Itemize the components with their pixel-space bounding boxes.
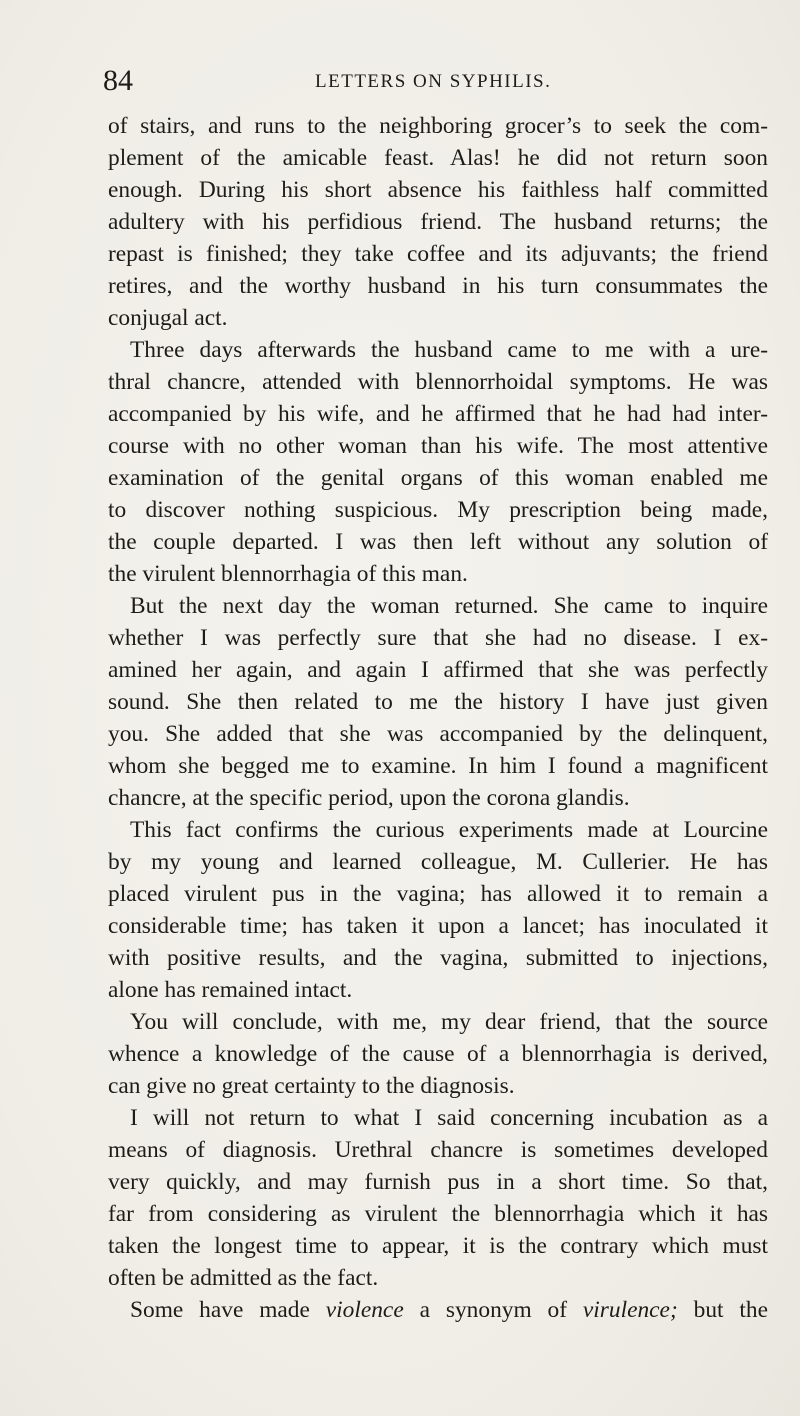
text-line-final (108, 1294, 768, 1326)
text-line: conjugal act. (108, 305, 228, 331)
body-text (108, 110, 768, 1326)
text-line: of stairs, and runs to the neighboring grocer’s to seek the com- (108, 113, 768, 139)
text-line: you. She added that she was accompanied by the delinquent, (108, 721, 768, 747)
text-line: But the next day the woman returned. She came to inquire (130, 593, 768, 619)
text-line: This fact confirms the curious experiments made at Lourcine (130, 817, 768, 843)
text-line: placed virulent pus in the vagina; has allowed it to remain a (108, 881, 768, 907)
text-line: whom she begged me to examine. In him I found a magnificent (108, 753, 768, 779)
text-line: examination of the genital organs of this woman enabled me (108, 465, 768, 491)
text-line: can give no great certainty to the diagnosis. (108, 1073, 515, 1099)
text-line: I will not return to what I said concerning incubation as a (130, 1105, 768, 1131)
text-line: with positive results, and the vagina, submitted to injections, (108, 945, 768, 971)
text-fragment: but the (677, 1297, 768, 1323)
text-line: thral chancre, attended with blennorrhoidal symptoms. He was (108, 369, 768, 395)
italic-word: violence (325, 1297, 404, 1323)
italic-word: virulence; (582, 1297, 678, 1323)
text-line: the virulent blennorrhagia of this man. (108, 561, 468, 587)
text-line: considerable time; has taken it upon a lancet; has inoculated it (108, 913, 768, 939)
text-line: whence a knowledge of the cause of a blennorrhagia is derived, (108, 1041, 768, 1067)
text-line: amined her again, and again I affirmed that she was perfectly (108, 657, 768, 683)
text-line: far from considering as virulent the blennorrhagia which it has (108, 1201, 768, 1227)
text-line: alone has remained intact. (108, 977, 353, 1003)
text-line: by my young and learned colleague, M. Cullerier. He has (108, 849, 768, 875)
running-head-title: LETTERS ON SYPHILIS. (315, 71, 552, 92)
text-line: enough. During his short absence his faithless half committed (108, 177, 768, 203)
text-line: plement of the amicable feast. Alas! he did not return soon (108, 145, 768, 171)
text-line: retires, and the worthy husband in his turn consummates the (108, 273, 768, 299)
text-line: to discover nothing suspicious. My prescription being made, (108, 497, 768, 523)
text-fragment: Some have made (130, 1297, 326, 1323)
text-line: means of diagnosis. Urethral chancre is sometimes developed (108, 1137, 768, 1163)
running-head (103, 64, 763, 98)
text-line: repast is finished; they take coffee and its adjuvants; the friend (108, 241, 768, 267)
text-line: You will conclude, with me, my dear friend, that the source (130, 1009, 768, 1035)
text-line: adultery with his perfidious friend. The husband returns; the (108, 209, 768, 235)
text-line: Three days afterwards the husband came to me with a ure- (130, 337, 768, 363)
page-number: 84 (103, 64, 133, 97)
text-line: taken the longest time to appear, it is the contrary which must (108, 1233, 768, 1259)
text-line: the couple departed. I was then left without any solution of (108, 529, 768, 555)
text-fragment: a synonym of (403, 1297, 583, 1323)
text-line: chancre, at the specific period, upon the corona glandis. (108, 785, 630, 811)
text-line: course with no other woman than his wife. The most attentive (108, 433, 768, 459)
text-line: very quickly, and may furnish pus in a short time. So that, (108, 1169, 768, 1195)
text-line: accompanied by his wife, and he affirmed that he had had inter- (108, 401, 768, 427)
text-line: sound. She then related to me the history I have just given (108, 689, 768, 715)
text-line: often be admitted as the fact. (108, 1265, 379, 1291)
text-line: whether I was perfectly sure that she had no disease. I ex- (108, 625, 768, 651)
